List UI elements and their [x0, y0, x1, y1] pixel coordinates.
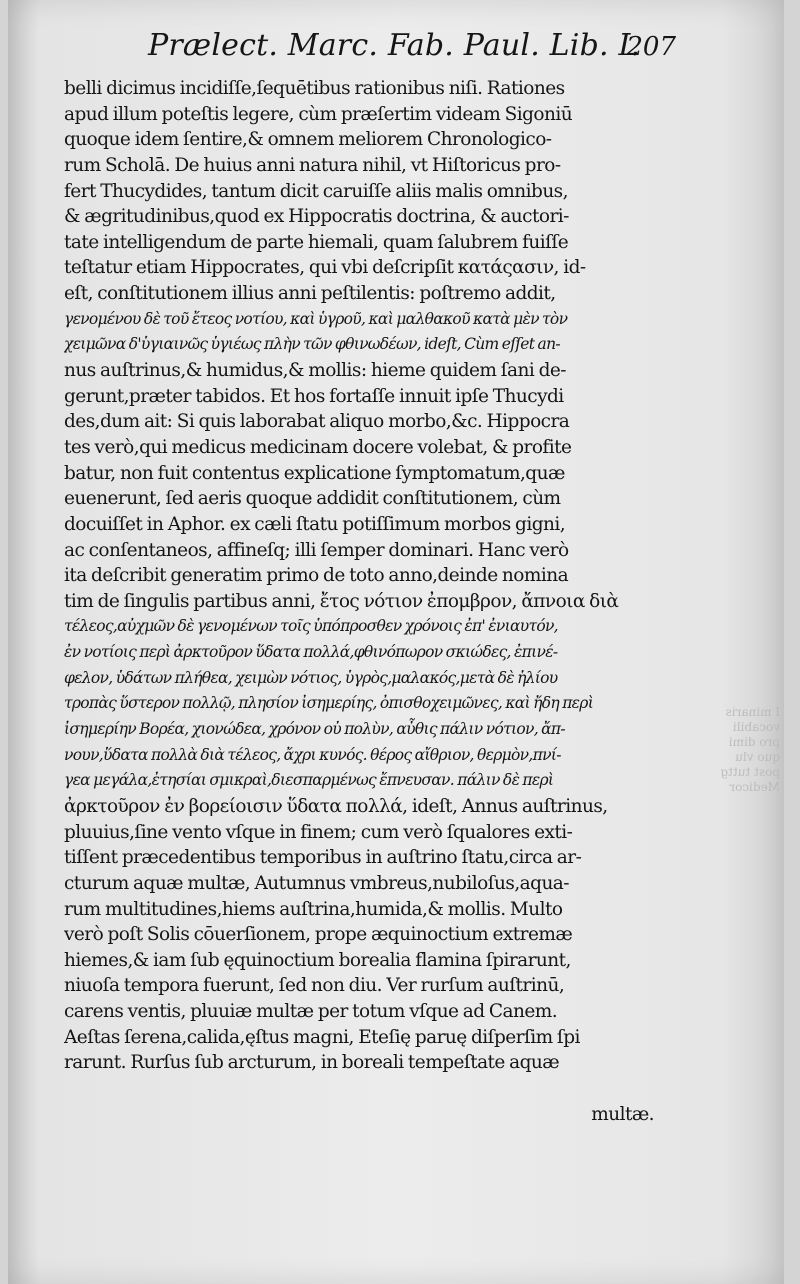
text-line: rum Scholā. De huius anni natura nihil, vt Hiſtoricus pro-	[64, 154, 561, 176]
text-line: ita deſcribit generatim primo de toto anno,deinde nomina	[64, 565, 569, 587]
text-line: nus auſtrinus,& humidus,& mollis: hieme quidem ſani de-	[64, 360, 566, 382]
text-line: rarunt. Rurſus ſub arcturum, in boreali tempeſtate aquæ	[64, 1052, 560, 1074]
text-line: tiſſent præcedentibus temporibus in auſtrino ſtatu,circa ar-	[64, 847, 582, 869]
text-line: tes verò,qui medicus medicinam docere volebat, & profite	[64, 436, 572, 458]
text-line: & ægritudinibus,quod ex Hippocratis doctrina, & auctori-	[64, 206, 569, 228]
catchword: multæ.	[591, 1103, 654, 1125]
text-line: belli dicimus incidiſſe,ſequētibus rationibus niſi. Rationes	[64, 78, 565, 99]
show-through-line: I minaris	[725, 705, 780, 719]
text-line: eſt, conſtitutionem illius anni peſtilentis: poſtremo addit,	[64, 283, 556, 305]
text-line: pluuius,ſine vento vſque in finem; cum verò ſqualores exti-	[64, 821, 573, 843]
greek-text-line: γεα μεγάλα,ἐτησίαι σμικραὶ,διεσπαρμένως ἔπνευσαν. πάλιν δὲ περὶ	[64, 771, 554, 790]
greek-text-line: χειμῶνα δ'ὑγιαινῶς ὑγιέως πλὴν τῶν φθινωδέων, ideſt, Cùm eſſet an-	[64, 335, 560, 354]
greek-text-line: τέλεος,αὐχμῶν δὲ γενομένων τοῖς ὑπόπροσθεν χρόνοις ἐπ' ἐνιαυτόν,	[64, 617, 558, 636]
greek-text-line: τροπὰς ὕστερον πολλῷ, πλησίον ἰσημερίης, ὀπισθοχειμῶνες, καὶ ἤδη περὶ	[64, 694, 594, 713]
show-through-line: Medicor	[729, 780, 780, 794]
greek-text-line: ἐν νοτίοις περὶ ἀρκτοῦρον ὕδατα πολλά,φθινόπωρον σκιώδες, ἐπινέ-	[64, 643, 558, 662]
page-header	[148, 28, 688, 74]
text-line: cturum aquæ multæ, Autumnus vmbreus,nubiloſus,aqua-	[64, 872, 569, 894]
text-line: hiemes,& iam ſub ęquinoctium borealia flamina ſpirarunt,	[64, 949, 571, 971]
text-line: tate intelligendum de parte hiemali, quam ſalubrem fuiſſe	[64, 231, 569, 253]
greek-text-line: νουν,ὕδατα πολλὰ διὰ τέλεος, ἄχρι κυνός. θέρος αἴθριον, θερμὸν,πνί-	[64, 745, 561, 764]
greek-text-line: γενομένου δὲ τοῦ ἔτεος νοτίου, καὶ ὑγροῦ, καὶ μαλθακοῦ κατὰ μὲν τὸν	[64, 309, 568, 328]
book-page	[8, 0, 784, 1284]
show-through-text	[710, 705, 780, 795]
show-through-line: pro dimi	[728, 735, 780, 749]
text-line: teſtatur etiam Hippocrates, qui vbi deſcripſit κατάςασιν, id-	[64, 257, 586, 279]
text-line: des,dum ait: Si quis laborabat aliquo morbo,&c. Hippocra	[64, 411, 570, 433]
text-line: euenerunt, ſed aeris quoque addidit conſtitutionem, cùm	[64, 488, 561, 510]
text-line: ἀρκτοῦρον ἐν βορείοισιν ὕδατα πολλά, ideſt, Annus auſtrinus,	[64, 795, 608, 817]
greek-text-line: φελον, ὑδάτων πλήθεα, χειμὼν νότιος, ὑγρὸς,μαλακός,μετὰ δὲ ἡλίου	[64, 668, 558, 687]
text-line: docuiſſet in Aphor. ex cæli ſtatu potiſſimum morbos gigni,	[64, 513, 566, 535]
text-line: rum multitudines,hiems auſtrina,humida,& mollis. Multo	[64, 898, 563, 920]
text-line: apud illum poteſtis legere, cùm præſertim videam Sigoniū	[64, 103, 573, 125]
text-line: fert Thucydides, tantum dicit caruiſſe aliis malis omnibus,	[64, 180, 568, 202]
text-line: gerunt,præter tabidos. Et hos fortaſſe innuit ipſe Thucydi	[64, 385, 564, 407]
text-line: carens ventis, pluuiæ multæ per totum vſque ad Canem.	[64, 1001, 558, 1023]
running-title: Prælect. Marc. Fab. Paul. Lib. I.	[148, 28, 641, 63]
text-line: ac conſentaneos, affineſq; illi ſemper dominari. Hanc verò	[64, 539, 569, 561]
text-line: batur, non fuit contentus explicatione ſymptomatum,quæ	[64, 462, 565, 484]
greek-text-line: ἰσημερίην Βορέα, χιονώδεα, χρόνον οὐ πολὺν, αὖθις πάλιν νότιον, ἄπ-	[64, 720, 565, 739]
text-line: tim de ſingulis partibus anni, ἔτος νότιον ἐπομβρον, ἄπνοια διὰ	[64, 590, 619, 612]
text-line: quoque idem ſentire,& omnem meliorem Chronologico-	[64, 129, 552, 151]
show-through-line: vocabili	[732, 720, 780, 734]
show-through-line: quo vlu	[735, 750, 780, 764]
text-line: Aeſtas ſerena,calida,ęſtus magni, Eteſię paruę diſperſim ſpi	[64, 1026, 580, 1048]
show-through-line: post tuttg	[720, 765, 780, 779]
body-text	[64, 76, 694, 1127]
text-line: verò poſt Solis cōuerſionem, prope æquinoctium extremæ	[64, 924, 573, 946]
text-line	[64, 1076, 694, 1102]
page-number: 207	[626, 32, 676, 62]
text-line: niuoſa tempora fuerunt, ſed non diu. Ver rurſum auſtrinū,	[64, 975, 565, 997]
